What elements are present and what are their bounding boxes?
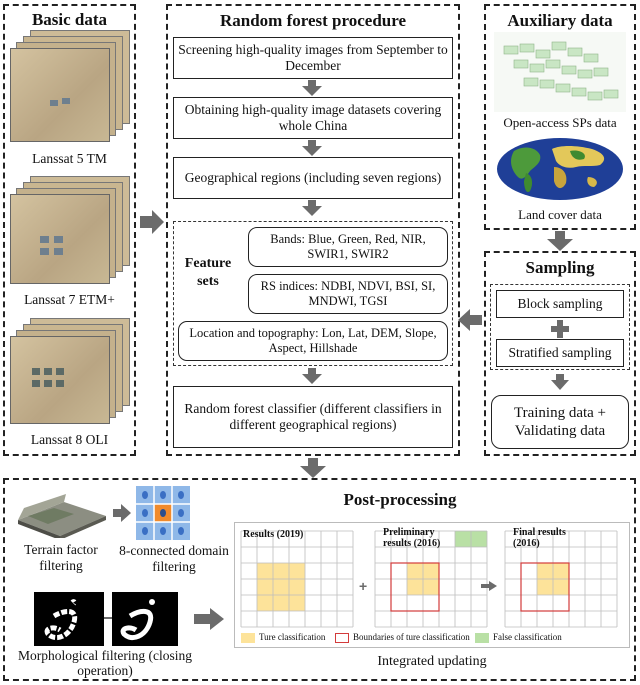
legend-boundary-swatch bbox=[335, 633, 349, 643]
final-results-label: Final results (2016) bbox=[513, 527, 566, 549]
land-cover-map-icon bbox=[496, 137, 624, 201]
true-region bbox=[257, 563, 305, 611]
step-classifier: Random forest classifier (different classifiers in different geographical regions) bbox=[173, 386, 453, 448]
legend-false bbox=[475, 631, 562, 644]
arrow-left-icon bbox=[458, 307, 484, 333]
land-cover-map-image bbox=[496, 137, 624, 201]
landsat5-label: Lanssat 5 TM bbox=[32, 151, 107, 166]
arrow-down-icon bbox=[302, 368, 322, 384]
arrow-down-icon bbox=[551, 374, 569, 390]
terrain-3d-icon bbox=[14, 486, 110, 538]
arrow-down-icon bbox=[300, 458, 326, 478]
auxiliary-data-title: Auxiliary data bbox=[507, 11, 613, 30]
morph-arrow bbox=[104, 617, 112, 619]
step-regions: Geographical regions (including seven regions) bbox=[173, 157, 453, 199]
integrated-updating-label: Integrated updating bbox=[377, 654, 487, 669]
sps-label: Open-access SPs data bbox=[503, 115, 617, 130]
random-forest-title: Random forest procedure bbox=[219, 11, 407, 30]
training-validating-box: Training data + Validating data bbox=[491, 395, 629, 449]
plus-icon: + bbox=[359, 578, 368, 594]
grid-icon bbox=[136, 486, 190, 540]
basic-data-title: Basic data bbox=[31, 10, 108, 29]
domain-filter-label: 8-connected domain filtering bbox=[119, 543, 229, 574]
arrow-right-icon bbox=[138, 208, 166, 236]
letter-j-icon bbox=[34, 592, 104, 646]
terrain-image bbox=[14, 486, 110, 538]
feature-bands: Bands: Blue, Green, Red, NIR, SWIR1, SWIR2 bbox=[248, 227, 448, 267]
results-2019-label: Results (2019) bbox=[243, 529, 304, 540]
arrow-down-icon bbox=[302, 80, 322, 96]
morph-before-image bbox=[34, 592, 104, 646]
landsat8-label: Lanssat 8 OLI bbox=[30, 432, 109, 447]
landsat7-image-stack bbox=[10, 176, 130, 288]
legend-boundary bbox=[335, 631, 470, 644]
legend-true-label: Ture classification bbox=[259, 632, 326, 642]
legend-true bbox=[241, 631, 325, 644]
feature-sets-label: Feature sets bbox=[184, 256, 232, 289]
letter-j-icon bbox=[112, 592, 178, 646]
eight-connected-grid bbox=[136, 486, 190, 540]
legend-boundary-label: Boundaries of ture classification bbox=[353, 632, 470, 642]
arrow-right-icon bbox=[194, 608, 224, 630]
stratified-sampling-box: Stratified sampling bbox=[496, 339, 624, 367]
legend-false-label: False classification bbox=[493, 632, 562, 642]
legend-true-swatch bbox=[241, 633, 255, 643]
landsat7-label: Lanssat 7 ETM+ bbox=[24, 292, 115, 307]
arrow-down-icon bbox=[302, 140, 322, 156]
plus-icon bbox=[551, 320, 569, 338]
sps-map-image bbox=[494, 32, 626, 112]
landsat5-image-stack bbox=[10, 30, 130, 148]
arrow-down-icon bbox=[547, 231, 573, 251]
arrow-right-icon bbox=[113, 504, 131, 522]
arrow-right-icon bbox=[489, 581, 497, 591]
step-screening: Screening high-quality images from September to December bbox=[173, 37, 453, 79]
landsat8-image-stack bbox=[10, 318, 130, 428]
morph-after-image bbox=[112, 592, 178, 646]
legend-false-swatch bbox=[475, 633, 489, 643]
block-sampling-box: Block sampling bbox=[496, 290, 624, 318]
terrain-filter-label: Terrain factor filtering bbox=[24, 542, 98, 573]
feature-rs-indices: RS indices: NDBI, NDVI, BSI, SI, MNDWI, TGSI bbox=[248, 274, 448, 314]
integrated-updating-figure bbox=[234, 522, 630, 648]
arrow-down-icon bbox=[302, 200, 322, 216]
sps-map-icon bbox=[494, 32, 626, 112]
land-cover-label: Land cover data bbox=[518, 207, 602, 222]
preliminary-results-label: Preliminary results (2016) bbox=[383, 527, 441, 549]
step-obtaining: Obtaining high-quality image datasets covering whole China bbox=[173, 97, 453, 139]
arrow-shaft bbox=[481, 584, 489, 588]
morph-filter-label: Morphological filtering (closing operation) bbox=[18, 648, 192, 678]
sampling-title: Sampling bbox=[525, 258, 595, 277]
post-processing-title: Post-processing bbox=[343, 490, 457, 509]
feature-location-topography: Location and topography: Lon, Lat, DEM, Slope, Aspect, Hillshade bbox=[178, 321, 448, 361]
